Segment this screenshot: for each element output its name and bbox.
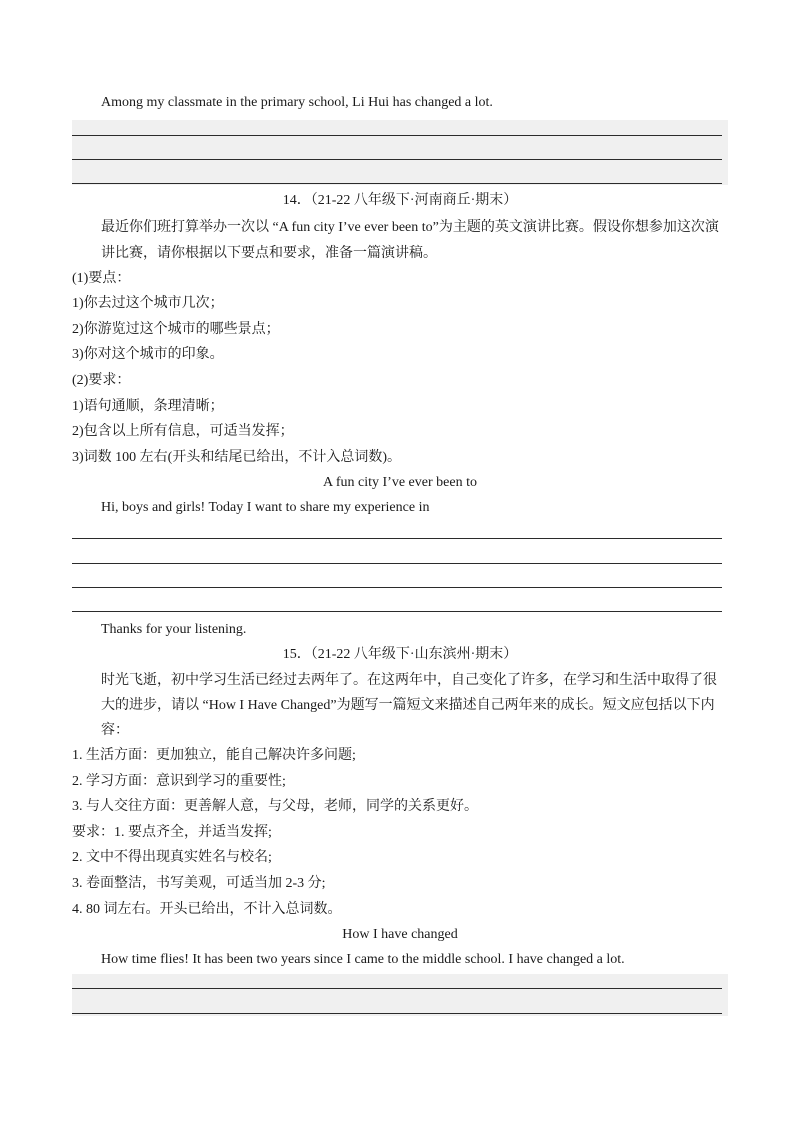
q15-title: 15．（21-22 八年级下·山东滨州·期末） [282, 647, 518, 662]
q14-point-3: 3)你对这个城市的印象。 [72, 347, 224, 362]
q15-requirement-3: 3. 卷面整洁，书写美观，可适当加 2-3 分; [72, 876, 326, 891]
q15-requirement-4: 4. 80 词左右。开头已给出，不计入总词数。 [72, 902, 342, 917]
q13-intro: Among my classmate in the primary school, Li Hui has changed a lot. [101, 95, 493, 110]
answer-line [72, 135, 722, 136]
q14-essay-title: A fun city I’ve ever been to [323, 475, 477, 490]
q15-item-2: 2. 学习方面：意识到学习的重要性; [72, 774, 286, 789]
q15-answer-lines[interactable] [72, 974, 728, 1016]
answer-line [72, 538, 722, 539]
answer-line [72, 587, 722, 588]
q15-item-3: 3. 与人交往方面：更善解人意，与父母，老师，同学的关系更好。 [72, 799, 478, 814]
q14-prompt-line2: 讲比赛，请你根据以下要点和要求，准备一篇演讲稿。 [101, 246, 437, 261]
q14-requirement-2: 2)包含以上所有信息，可适当发挥； [72, 424, 294, 439]
q14-requirements-heading: (2)要求： [72, 373, 131, 388]
q14-requirement-3: 3)词数 100 左右(开头和结尾已给出，不计入总词数)。 [72, 450, 401, 465]
q15-prompt-line1: 时光飞逝，初中学习生活已经过去两年了。在这两年中，自己变化了许多，在学习和生活中取得了很 [101, 673, 717, 688]
q14-points-heading: (1)要点： [72, 271, 131, 286]
answer-line [72, 1013, 722, 1014]
q14-point-1: 1)你去过这个城市几次； [72, 296, 224, 311]
q14-essay-opening: Hi, boys and girls! Today I want to share my experience in [101, 500, 430, 515]
answer-line [72, 611, 722, 612]
answer-line [72, 159, 722, 160]
q15-requirement-1: 要求：1. 要点齐全，并适当发挥; [72, 825, 272, 840]
q15-prompt-line3: 容： [101, 723, 129, 738]
q15-essay-title: How I have changed [342, 927, 458, 942]
answer-line [72, 988, 722, 989]
q14-prompt-line1: 最近你们班打算举办一次以 “A fun city I’ve ever been to”为主题的英文演讲比赛。假设你想参加这次演 [101, 220, 719, 235]
q14-title: 14．（21-22 八年级下·河南商丘·期末） [282, 193, 518, 208]
q15-prompt-line2: 大的进步，请以 “How I Have Changed”为题写一篇短文来描述自己两年来的成长。短文应包括以下内 [101, 698, 715, 713]
q14-point-2: 2)你游览过这个城市的哪些景点； [72, 322, 280, 337]
q13-answer-lines[interactable] [72, 120, 728, 185]
q15-essay-opening: How time flies! It has been two years since I came to the middle school. I have changed a lot. [101, 952, 625, 967]
answer-line [72, 183, 722, 184]
q14-requirement-1: 1)语句通顺，条理清晰； [72, 399, 224, 414]
answer-line [72, 563, 722, 564]
q14-essay-closing: Thanks for your listening. [101, 622, 247, 637]
q15-requirement-2: 2. 文中不得出现真实姓名与校名; [72, 850, 272, 865]
q14-answer-lines[interactable] [72, 520, 728, 616]
q15-item-1: 1. 生活方面：更加独立，能自己解决许多问题; [72, 748, 356, 763]
